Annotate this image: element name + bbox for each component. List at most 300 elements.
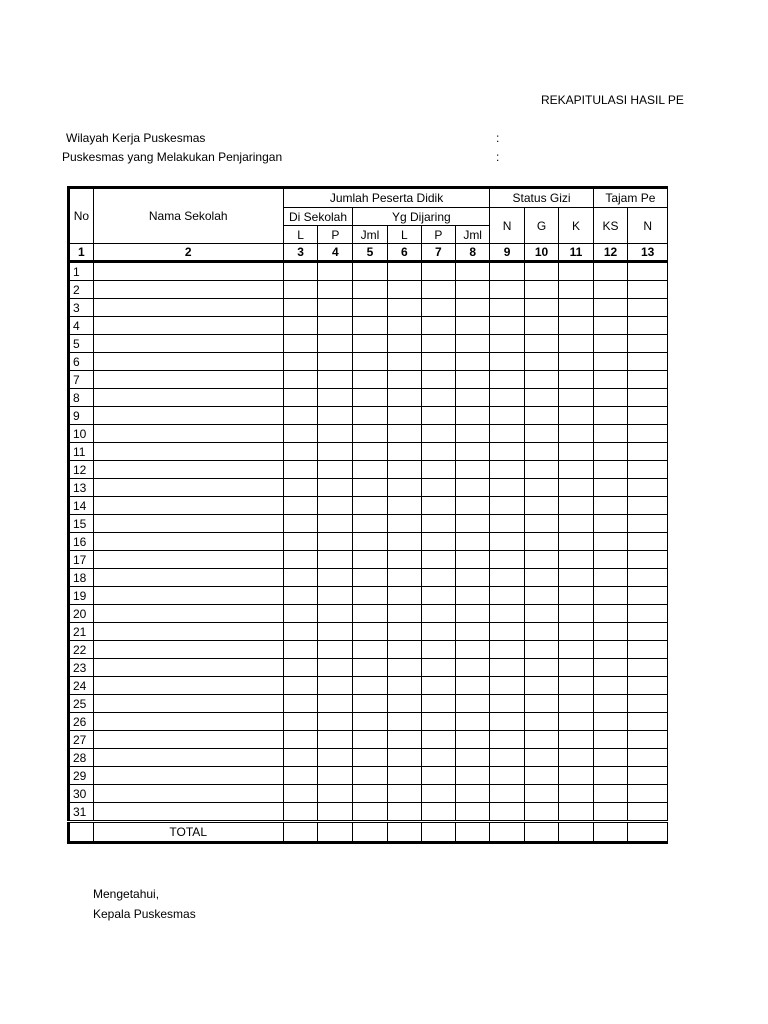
row-number-cell: 12 (69, 461, 94, 479)
table-row (69, 389, 668, 407)
data-cell (559, 749, 593, 767)
data-cell (455, 551, 489, 569)
data-cell (283, 497, 318, 515)
data-cell (421, 479, 455, 497)
table-row (69, 677, 668, 695)
data-cell (628, 677, 668, 695)
data-cell (455, 281, 489, 299)
data-cell (353, 497, 387, 515)
row-number-cell: 31 (69, 803, 94, 822)
data-cell (559, 407, 593, 425)
data-cell (387, 803, 421, 822)
data-cell (524, 281, 558, 299)
data-cell (421, 605, 455, 623)
data-cell (353, 605, 387, 623)
data-cell (455, 371, 489, 389)
data-cell (490, 281, 524, 299)
data-cell (524, 677, 558, 695)
data-cell (455, 317, 489, 335)
data-cell (93, 317, 283, 335)
data-cell (490, 767, 524, 785)
data-cell (421, 317, 455, 335)
signature-line-2: Kepala Puskesmas (93, 907, 196, 921)
data-cell (628, 785, 668, 803)
data-cell (387, 749, 421, 767)
data-cell (283, 641, 318, 659)
table-row (69, 443, 668, 461)
data-cell (559, 262, 593, 281)
data-cell (455, 767, 489, 785)
data-cell (593, 749, 628, 767)
data-cell (318, 803, 353, 822)
total-cell (69, 822, 94, 843)
data-cell (524, 443, 558, 461)
data-cell (318, 479, 353, 497)
data-cell (593, 767, 628, 785)
data-cell (318, 749, 353, 767)
data-cell (524, 641, 558, 659)
table-row (69, 281, 668, 299)
data-cell (318, 659, 353, 677)
row-number-cell: 5 (69, 335, 94, 353)
data-cell (283, 317, 318, 335)
data-cell (593, 281, 628, 299)
data-cell (283, 389, 318, 407)
data-cell (353, 551, 387, 569)
data-cell (93, 371, 283, 389)
row-number-cell: 22 (69, 641, 94, 659)
row-number-cell: 6 (69, 353, 94, 371)
data-cell (283, 749, 318, 767)
data-cell (93, 479, 283, 497)
data-cell (387, 371, 421, 389)
data-cell (524, 659, 558, 677)
col-header-k: K (559, 208, 593, 244)
data-cell (455, 749, 489, 767)
row-number-cell: 13 (69, 479, 94, 497)
data-cell (559, 497, 593, 515)
data-cell (318, 335, 353, 353)
data-cell (628, 461, 668, 479)
table-row (69, 605, 668, 623)
signature-line-1: Mengetahui, (93, 887, 160, 901)
table-row (69, 533, 668, 551)
data-cell (628, 335, 668, 353)
data-cell (490, 262, 524, 281)
row-number-cell: 1 (69, 262, 94, 281)
table-row (69, 425, 668, 443)
data-cell (628, 641, 668, 659)
data-cell (421, 407, 455, 425)
data-cell (628, 551, 668, 569)
data-cell (93, 551, 283, 569)
data-cell (353, 767, 387, 785)
data-cell (318, 641, 353, 659)
data-cell (283, 569, 318, 587)
data-cell (455, 353, 489, 371)
data-cell (353, 677, 387, 695)
data-cell (628, 749, 668, 767)
data-cell (593, 497, 628, 515)
data-cell (283, 605, 318, 623)
data-cell (318, 497, 353, 515)
data-cell (387, 605, 421, 623)
data-cell (559, 443, 593, 461)
data-cell (455, 803, 489, 822)
row-number-cell: 23 (69, 659, 94, 677)
data-cell (628, 533, 668, 551)
data-cell (593, 317, 628, 335)
data-cell (387, 317, 421, 335)
data-cell (283, 479, 318, 497)
data-cell (455, 569, 489, 587)
data-cell (353, 515, 387, 533)
data-cell (490, 335, 524, 353)
row-number-cell: 25 (69, 695, 94, 713)
col-number-cell: 1 (69, 244, 94, 262)
data-cell (353, 749, 387, 767)
data-cell (455, 641, 489, 659)
data-cell (421, 731, 455, 749)
data-cell (353, 353, 387, 371)
data-cell (559, 731, 593, 749)
data-cell (387, 515, 421, 533)
data-cell (387, 569, 421, 587)
data-cell (628, 695, 668, 713)
data-cell (353, 262, 387, 281)
data-cell (490, 695, 524, 713)
data-cell (490, 749, 524, 767)
data-cell (93, 569, 283, 587)
table-row (69, 623, 668, 641)
data-cell (318, 262, 353, 281)
data-cell (455, 262, 489, 281)
data-cell (283, 659, 318, 677)
data-cell (353, 731, 387, 749)
data-cell (93, 443, 283, 461)
total-cell (283, 822, 318, 843)
data-cell (353, 425, 387, 443)
data-cell (490, 605, 524, 623)
data-cell (628, 659, 668, 677)
data-cell (455, 605, 489, 623)
row-number-cell: 7 (69, 371, 94, 389)
data-cell (318, 551, 353, 569)
data-cell (455, 443, 489, 461)
data-cell (628, 497, 668, 515)
row-number-cell: 26 (69, 713, 94, 731)
data-cell (421, 353, 455, 371)
data-cell (93, 389, 283, 407)
data-cell (387, 623, 421, 641)
data-cell (387, 641, 421, 659)
data-cell (628, 731, 668, 749)
data-cell (490, 785, 524, 803)
table-row (69, 713, 668, 731)
data-cell (387, 533, 421, 551)
data-cell (283, 281, 318, 299)
col-header-jml: Jml (353, 226, 387, 244)
data-cell (593, 461, 628, 479)
data-cell (387, 713, 421, 731)
data-cell (318, 461, 353, 479)
col-header-ks: KS (593, 208, 628, 244)
data-cell (353, 335, 387, 353)
data-cell (93, 407, 283, 425)
data-cell (283, 425, 318, 443)
row-number-cell: 24 (69, 677, 94, 695)
data-cell (93, 749, 283, 767)
data-cell (421, 551, 455, 569)
data-cell (593, 623, 628, 641)
data-cell (628, 713, 668, 731)
col-header-yg-dijaring: Yg Dijaring (353, 208, 490, 226)
data-cell (628, 317, 668, 335)
col-header-n2: N (628, 208, 668, 244)
data-cell (455, 695, 489, 713)
row-number-cell: 21 (69, 623, 94, 641)
data-cell (559, 569, 593, 587)
data-cell (490, 389, 524, 407)
data-cell (93, 425, 283, 443)
data-cell (559, 641, 593, 659)
data-cell (387, 461, 421, 479)
data-cell (455, 785, 489, 803)
data-cell (455, 389, 489, 407)
wilayah-label: Wilayah Kerja Puskesmas (66, 131, 206, 145)
row-number-cell: 14 (69, 497, 94, 515)
data-cell (593, 677, 628, 695)
data-cell (283, 461, 318, 479)
data-cell (93, 353, 283, 371)
table-row (69, 695, 668, 713)
data-cell (593, 262, 628, 281)
data-cell (490, 803, 524, 822)
data-cell (387, 677, 421, 695)
data-cell (628, 299, 668, 317)
data-cell (318, 317, 353, 335)
data-cell (455, 335, 489, 353)
data-cell (628, 767, 668, 785)
data-cell (93, 335, 283, 353)
total-cell (353, 822, 387, 843)
row-number-cell: 27 (69, 731, 94, 749)
data-cell (387, 731, 421, 749)
data-cell (455, 497, 489, 515)
data-cell (421, 299, 455, 317)
data-cell (353, 587, 387, 605)
data-cell (318, 605, 353, 623)
table-row (69, 803, 668, 822)
table-row (69, 371, 668, 389)
data-cell (593, 713, 628, 731)
data-cell (593, 803, 628, 822)
data-cell (559, 785, 593, 803)
data-cell (283, 335, 318, 353)
data-cell (353, 299, 387, 317)
data-cell (559, 299, 593, 317)
data-cell (559, 713, 593, 731)
puskesmas-colon: : (496, 150, 500, 164)
total-cell (455, 822, 489, 843)
data-cell (421, 641, 455, 659)
table-row (69, 497, 668, 515)
data-cell (283, 713, 318, 731)
data-cell (524, 497, 558, 515)
data-cell (283, 407, 318, 425)
data-cell (421, 677, 455, 695)
total-cell (628, 822, 668, 843)
data-cell (524, 803, 558, 822)
data-cell (593, 407, 628, 425)
data-cell (283, 767, 318, 785)
data-cell (283, 533, 318, 551)
data-cell (353, 407, 387, 425)
data-cell (559, 317, 593, 335)
row-number-cell: 15 (69, 515, 94, 533)
data-cell (283, 695, 318, 713)
data-cell (353, 533, 387, 551)
data-cell (421, 281, 455, 299)
total-label: TOTAL (93, 822, 283, 843)
data-cell (353, 443, 387, 461)
data-cell (593, 335, 628, 353)
row-number-cell: 9 (69, 407, 94, 425)
row-number-cell: 4 (69, 317, 94, 335)
data-cell (421, 695, 455, 713)
data-cell (628, 587, 668, 605)
table-row (69, 641, 668, 659)
data-cell (593, 587, 628, 605)
data-cell (593, 353, 628, 371)
data-cell (524, 461, 558, 479)
table-row (69, 407, 668, 425)
table-row (69, 587, 668, 605)
data-cell (93, 641, 283, 659)
data-cell (559, 551, 593, 569)
data-cell (628, 605, 668, 623)
table-row (69, 515, 668, 533)
data-cell (524, 425, 558, 443)
data-cell (455, 299, 489, 317)
data-cell (318, 299, 353, 317)
data-cell (628, 425, 668, 443)
data-cell (387, 335, 421, 353)
data-cell (283, 299, 318, 317)
table-row (69, 479, 668, 497)
data-cell (93, 605, 283, 623)
row-number-cell: 19 (69, 587, 94, 605)
col-header-di-sekolah: Di Sekolah (283, 208, 353, 226)
data-cell (353, 659, 387, 677)
col-header-p: P (318, 226, 353, 244)
data-cell (353, 695, 387, 713)
data-cell (490, 551, 524, 569)
data-cell (353, 713, 387, 731)
data-cell (455, 623, 489, 641)
data-cell (387, 425, 421, 443)
data-cell (387, 497, 421, 515)
data-cell (628, 623, 668, 641)
data-cell (559, 281, 593, 299)
col-header-nama-sekolah: Nama Sekolah (93, 188, 283, 244)
data-cell (524, 767, 558, 785)
col-header-no: No (69, 188, 94, 244)
data-cell (318, 425, 353, 443)
data-cell (318, 695, 353, 713)
data-cell (593, 551, 628, 569)
data-cell (283, 587, 318, 605)
data-cell (490, 353, 524, 371)
data-cell (559, 659, 593, 677)
data-cell (559, 605, 593, 623)
data-cell (593, 515, 628, 533)
data-cell (353, 569, 387, 587)
data-cell (593, 659, 628, 677)
data-cell (283, 371, 318, 389)
data-cell (283, 262, 318, 281)
total-cell (421, 822, 455, 843)
data-cell (524, 533, 558, 551)
column-number-row (69, 244, 668, 262)
data-cell (490, 569, 524, 587)
row-number-cell: 18 (69, 569, 94, 587)
data-cell (628, 569, 668, 587)
col-header-l2: L (387, 226, 421, 244)
data-cell (524, 353, 558, 371)
data-cell (421, 749, 455, 767)
col-number-cell: 5 (353, 244, 387, 262)
data-cell (455, 479, 489, 497)
row-number-cell: 17 (69, 551, 94, 569)
data-cell (387, 407, 421, 425)
data-cell (490, 515, 524, 533)
data-cell (455, 587, 489, 605)
table-row (69, 317, 668, 335)
data-cell (628, 803, 668, 822)
data-cell (628, 479, 668, 497)
data-cell (353, 479, 387, 497)
data-cell (283, 551, 318, 569)
data-cell (387, 262, 421, 281)
row-number-cell: 29 (69, 767, 94, 785)
data-cell (387, 281, 421, 299)
header-row-1 (69, 188, 668, 208)
data-cell (490, 659, 524, 677)
data-cell (524, 407, 558, 425)
data-cell (318, 533, 353, 551)
data-cell (628, 515, 668, 533)
data-cell (559, 767, 593, 785)
data-cell (559, 389, 593, 407)
data-cell (593, 533, 628, 551)
row-number-cell: 28 (69, 749, 94, 767)
data-cell (559, 623, 593, 641)
data-cell (455, 731, 489, 749)
data-cell (421, 443, 455, 461)
col-number-cell: 11 (559, 244, 593, 262)
table-row (69, 335, 668, 353)
data-cell (421, 262, 455, 281)
data-cell (318, 515, 353, 533)
data-cell (559, 425, 593, 443)
data-cell (318, 785, 353, 803)
data-cell (490, 533, 524, 551)
data-cell (628, 389, 668, 407)
data-cell (318, 677, 353, 695)
table-row (69, 767, 668, 785)
data-cell (421, 371, 455, 389)
